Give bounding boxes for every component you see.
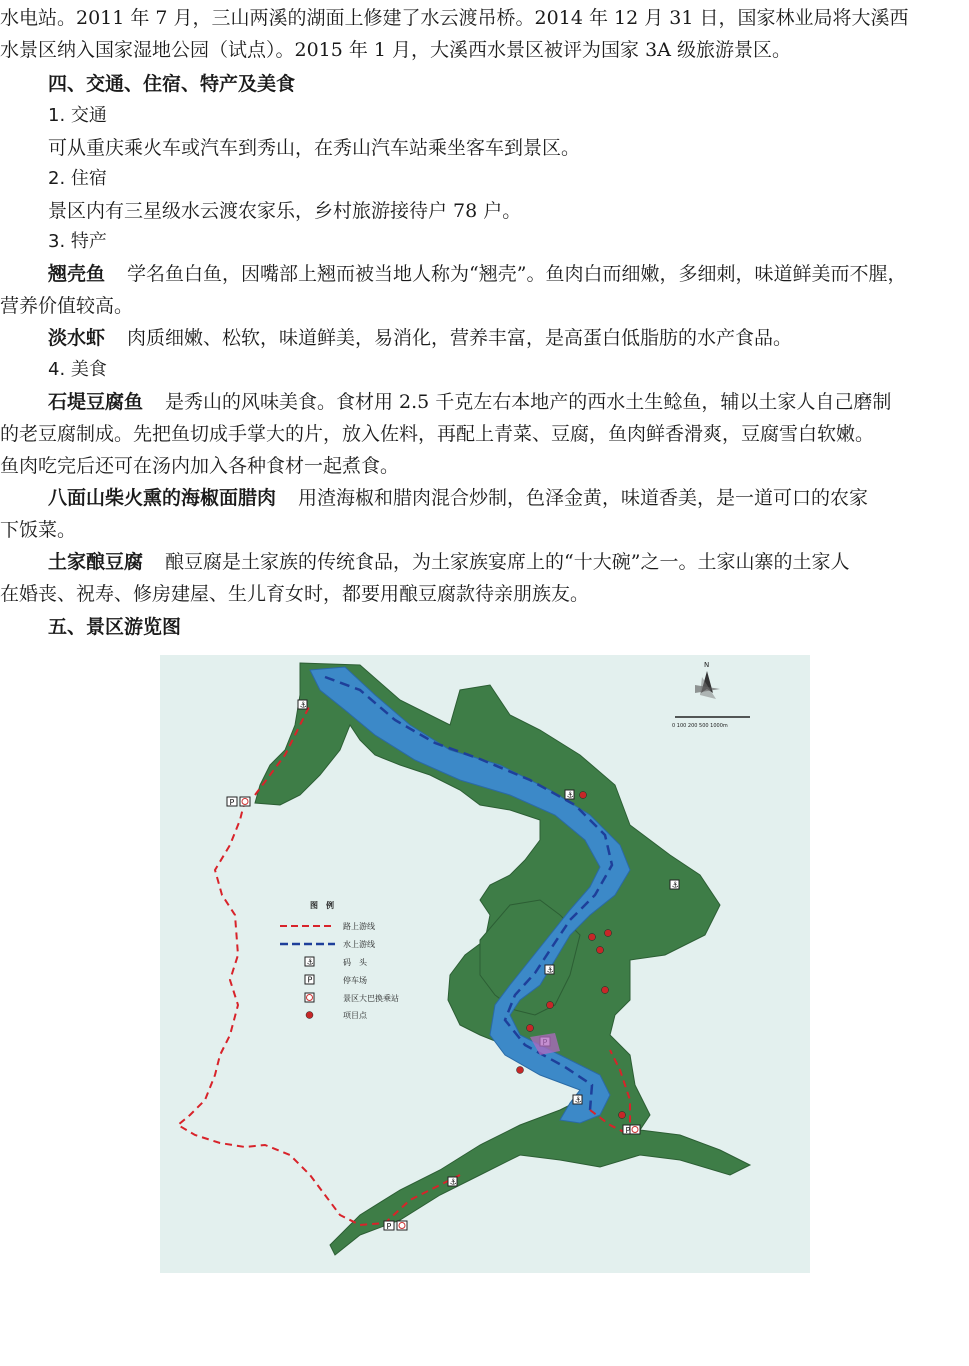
paragraph-line: 营养价值较高。 [0, 295, 134, 317]
pier-marker [573, 1095, 582, 1105]
subsection-heading: 3. 特产 [48, 231, 107, 252]
svg-text:0 100 200 500 1000m: 0 100 200 500 1000m [672, 723, 728, 729]
paragraph-text: 肉质细嫩、松软，味道鲜美，易消化，营养丰富，是高蛋白低脂肪的水产食品。 [127, 327, 793, 349]
subsection-heading: 4. 美食 [48, 359, 107, 380]
legend-item: 水上游线 [343, 940, 375, 949]
parking-marker [384, 1221, 394, 1231]
paragraph-line [0, 546, 969, 578]
paragraph-text: 是秀山的风味美食。食材用 2.5 千克左右本地产的西水土生鲶鱼，辅以土家人自己磨制 [165, 391, 892, 413]
svg-text:P: P [625, 1126, 631, 1135]
svg-text:⚓: ⚓ [306, 957, 314, 967]
paragraph-line [0, 482, 969, 514]
parking-marker [227, 797, 237, 807]
legend-item: 项目点 [343, 1011, 367, 1020]
pier-marker [448, 1177, 457, 1187]
paragraph-text: 酿豆腐是土家族的传统食品，为土家族宴席上的“十大碗”之一。土家山寨的土家人 [165, 551, 850, 573]
svg-text:⚓: ⚓ [449, 1177, 457, 1187]
bus-transfer-station-marker [630, 1125, 640, 1134]
subsection-heading: 2. 住宿 [48, 168, 107, 189]
svg-text:P: P [386, 1222, 392, 1231]
legend-title: 图 例 [310, 901, 334, 910]
legend-item: 码 头 [343, 958, 367, 967]
term-label: 石堤豆腐鱼 [48, 391, 144, 413]
paragraph-line [0, 386, 969, 418]
term-label: 翘壳鱼 [48, 263, 106, 285]
bus-transfer-station-marker [397, 1221, 407, 1230]
svg-text:P: P [307, 975, 313, 985]
paragraph-line: 可从重庆乘火车或汽车到秀山，在秀山汽车站乘坐客车到景区。 [48, 137, 581, 159]
paragraph-line: 水景区纳入国家湿地公园（试点）。2015 年 1 月，大溪西水景区被评为国家 3A 级旅游景区。 [0, 39, 791, 61]
paragraph-line [0, 322, 969, 354]
legend-item: 停车场 [343, 976, 367, 985]
term-label: 土家酿豆腐 [48, 551, 144, 573]
pier-marker [670, 880, 679, 890]
paragraph-line [0, 258, 969, 290]
svg-text:⚓: ⚓ [299, 700, 307, 710]
scenic-area-tour-map [160, 655, 810, 1273]
term-label: 八面山柴火熏的海椒面腊肉 [48, 487, 277, 509]
paragraph-line: 的老豆腐制成。先把鱼切成手掌大的片，放入佐料，再配上青菜、豆腐，鱼肉鲜香滑爽，豆腐雪白软嫩。 [0, 423, 875, 445]
section-heading: 四、交通、住宿、特产及美食 [48, 73, 296, 95]
paragraph-line: 鱼肉吃完后还可在汤内加入各种食材一起煮食。 [0, 455, 400, 477]
svg-text:P: P [229, 798, 235, 807]
paragraph-line: 景区内有三星级水云渡农家乐，乡村旅游接待户 78 户。 [48, 200, 522, 222]
svg-text:⚓: ⚓ [671, 880, 679, 890]
paragraph-line: 在婚丧、祝寿、修房建屋、生儿育女时，都要用酿豆腐款待亲朋族友。 [0, 583, 590, 605]
section-heading: 五、景区游览图 [48, 616, 182, 638]
legend-item: 路上游线 [343, 922, 375, 931]
legend-item: 景区大巴换乘站 [343, 994, 399, 1003]
paragraph-line: 下饭菜。 [0, 519, 77, 541]
term-label: 淡水虾 [48, 327, 106, 349]
svg-text:⚓: ⚓ [546, 965, 554, 975]
pier-marker [298, 700, 307, 710]
svg-text:⚓: ⚓ [574, 1095, 582, 1105]
svg-text:⚓: ⚓ [566, 790, 574, 800]
pier-marker [565, 790, 574, 800]
pier-marker [545, 965, 554, 975]
bus-transfer-station-marker [240, 797, 250, 806]
svg-text:N: N [704, 661, 710, 669]
paragraph-text: 用渣海椒和腊肉混合炒制，色泽金黄，味道香美，是一道可口的农家 [298, 487, 869, 509]
subsection-heading: 1. 交通 [48, 105, 107, 126]
paragraph-line: 水电站。2011 年 7 月，三山两溪的湖面上修建了水云渡吊桥。2014 年 12 月 31 日，国家林业局将大溪西 [0, 7, 909, 29]
paragraph-text: 学名鱼白鱼，因嘴部上翘而被当地人称为“翘壳”。鱼肉白而细嫩，多细刺，味道鲜美而不腥， [127, 263, 907, 285]
